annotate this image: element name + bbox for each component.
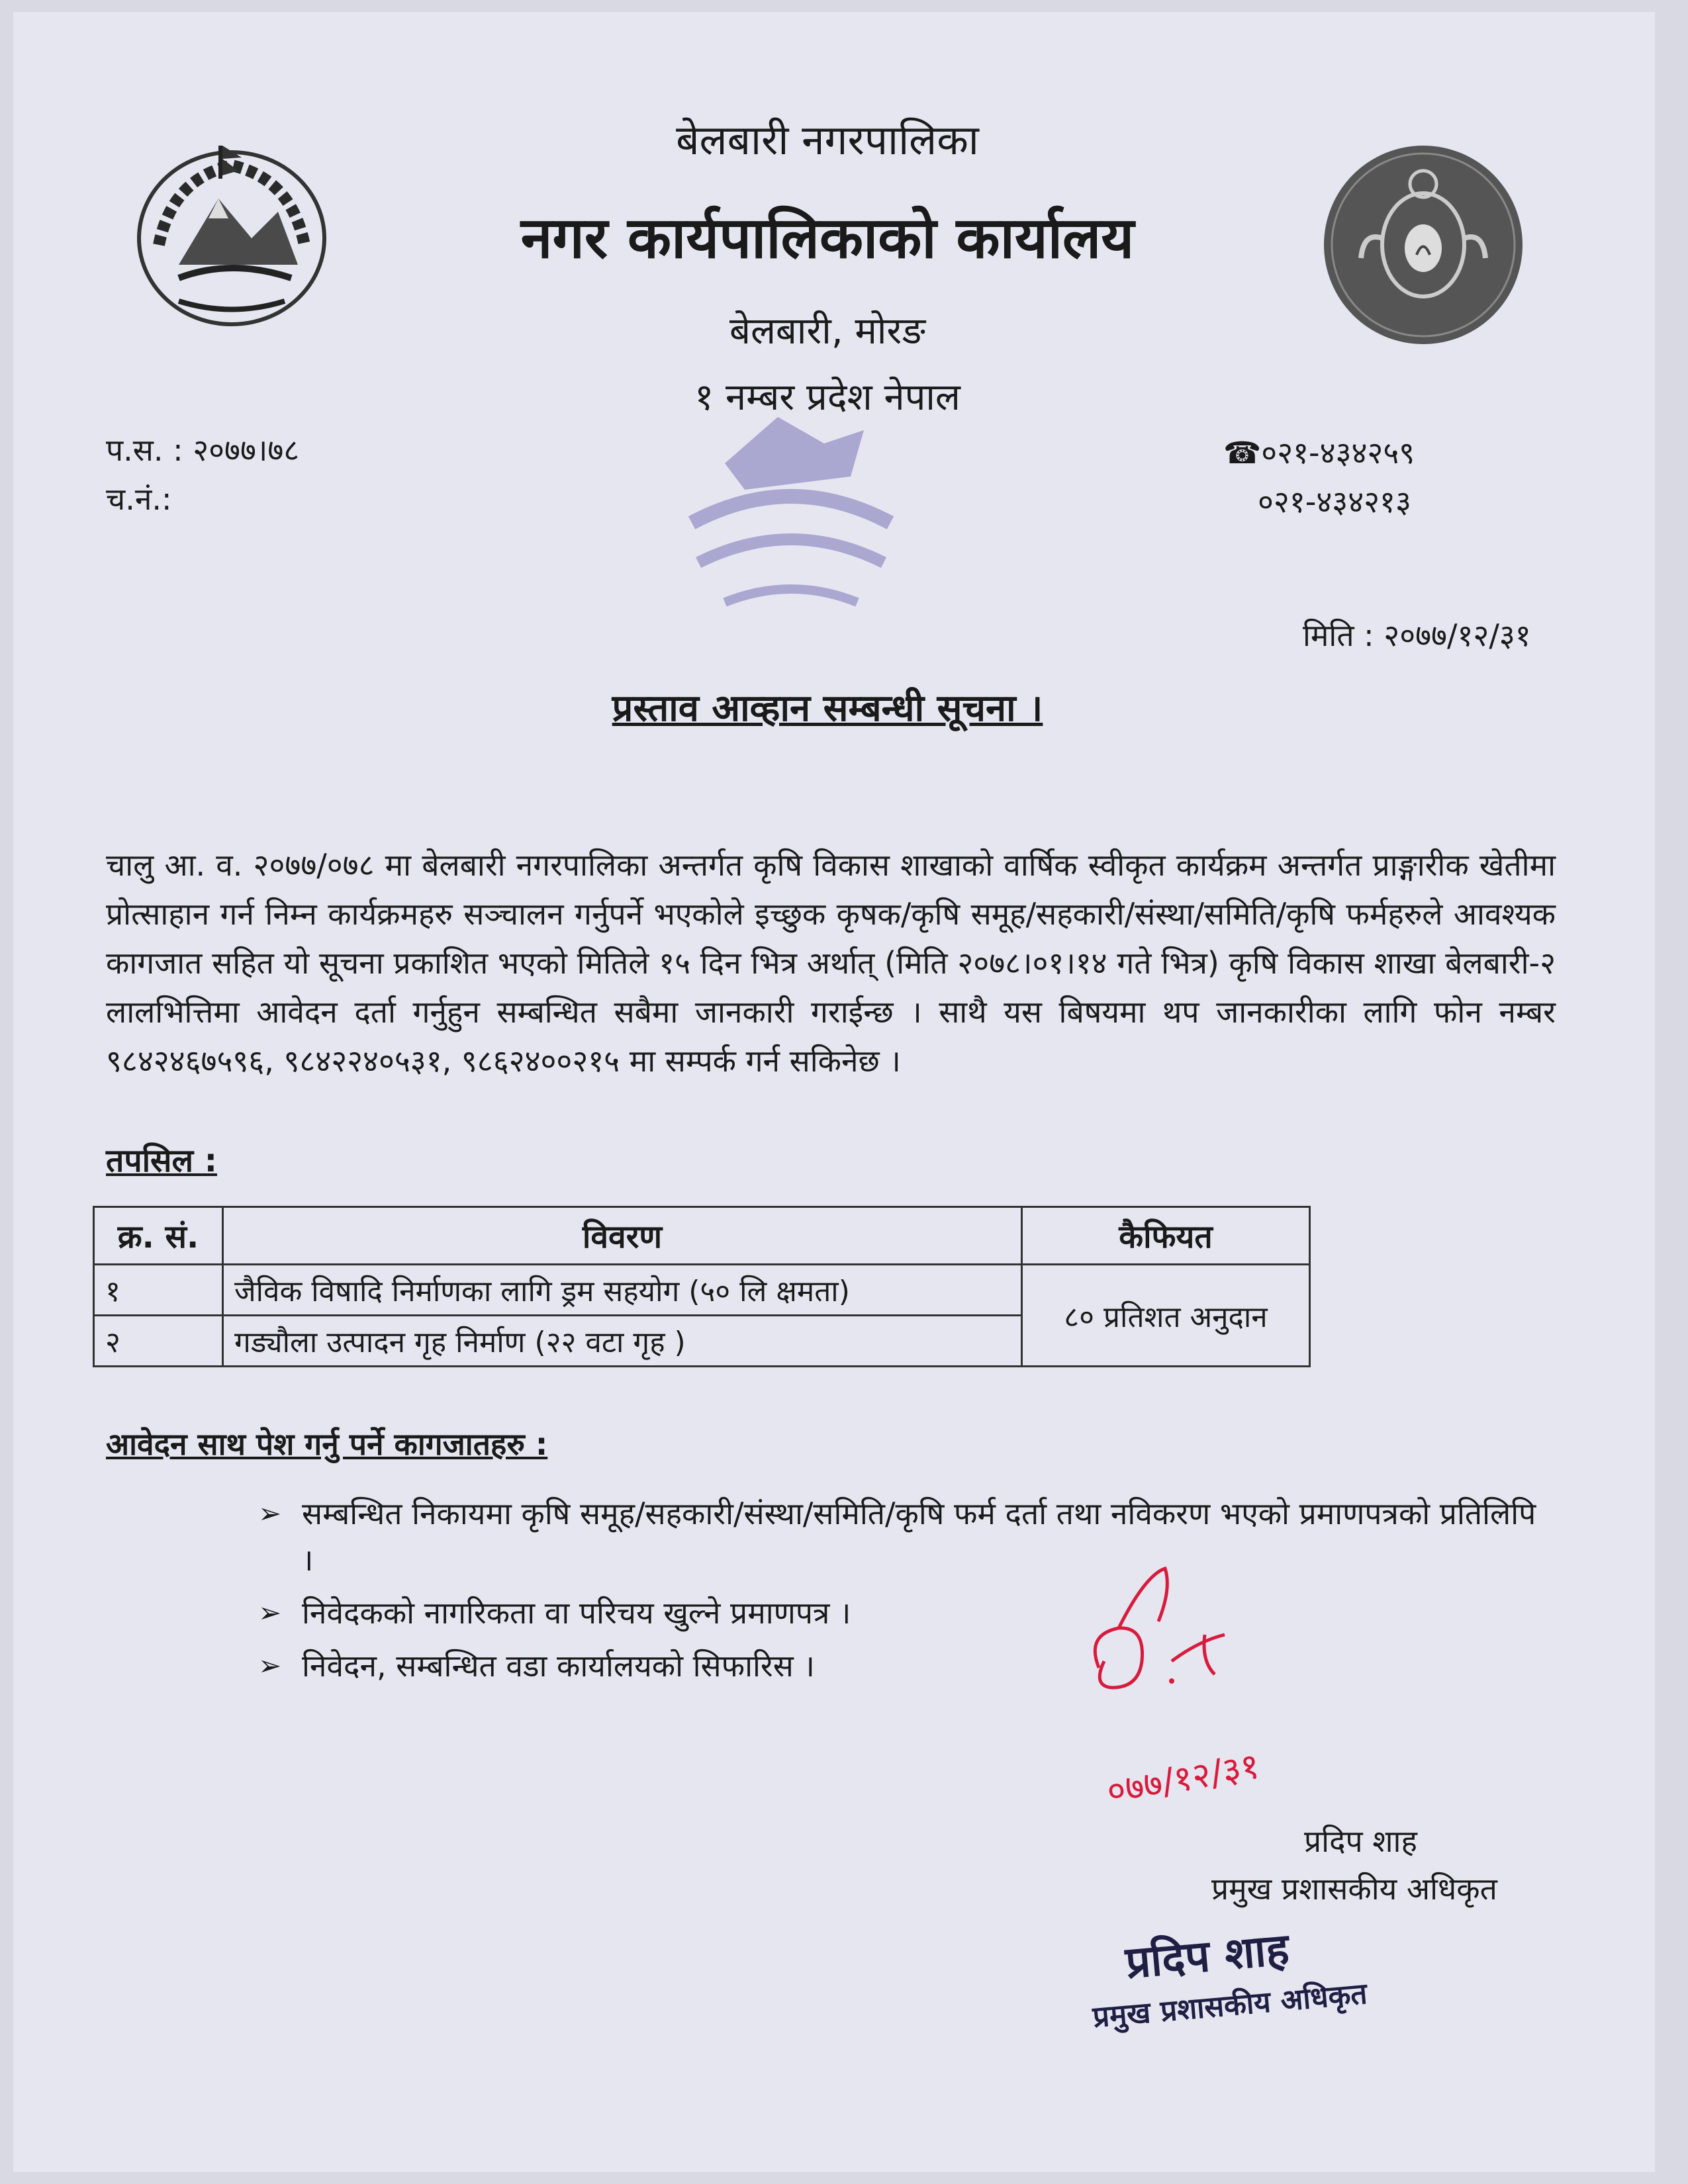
signatory-title: प्रमुख प्रशासकीय अधिकृत [1211,1871,1497,1907]
notice-subject: प्रस्ताव आव्हान सम्बन्धी सूचना । [612,687,1043,730]
list-item-text: सम्बन्धित निकायमा कृषि समूह/सहकारी/संस्था/समिति/कृषि फर्म दर्ता तथा नविकरण भएको प्रमाणपत्रको प्रतिलिपि । [302,1496,1536,1578]
list-item-text: निवेदकको नागरिकता वा परिचय खुल्ने प्रमाणपत्र । [302,1595,851,1631]
list-item [258,1643,1542,1689]
list-item [258,1590,1542,1636]
arrow-bullet-icon: ➢ [258,1497,282,1529]
documents-list [258,1490,1542,1696]
municipality-name: बेलबारी नगरपालिका [676,116,979,164]
dispatch-number: च.नं.: [106,481,172,517]
arrow-bullet-icon: ➢ [258,1649,282,1682]
nepal-emblem-icon [119,126,344,338]
table-header-row [94,1207,1310,1265]
office-location: बेलबारी, मोरङ [729,310,925,353]
table-section-label: तपसिल : [106,1142,217,1179]
notice-body: चालु आ. व. २०७७/०७८ मा बेलबारी नगरपालिका अन्तर्गत कृषि विकास शाखाको वार्षिक स्वीकृत कार्यक्रम अन्तर्गत प्राङ्गारीक खेतीमा प्रोत्साहान गर्न निम्न कार्यक्रमहरु सञ्चालन गर्नुपर्ने भएकोले इच्छुक कृषक/कृषि समूह/सहकारी/संस्था/समिति/कृषि फर्महरुले आवश्यक कागजात सहित यो सूचना प्रकाशित भएको मितिले १५ दिन भित्र अर्थात् (मिति २०७८।०१।१४ गते भित्र) कृषि विकास शाखा बेलबारी-२ लालभित्तिमा आवेदन दर्ता गर्नुहुन सम्बन्धित सबैमा जानकारी गराईन्छ । साथै यस बिषयमा थप जानकारीका लागि फोन नम्बर ९८४२४६७५९६, ९८४२२४०५३१, ९८६२४००२१५ मा सम्पर्क गर्न सकिनेछ । [106,847,1556,1079]
program-table [93,1206,1311,1367]
list-item [258,1490,1542,1583]
header-description: विवरण [223,1207,1022,1265]
handwritten-date: ०७७/१२/३१ [1103,1745,1263,1813]
office-seal-icon [652,390,930,642]
row-sn: २ [94,1316,223,1367]
row-remark: ८० प्रतिशत अनुदान [1022,1265,1310,1367]
province-name: १ नम्बर प्रदेश नेपाल [694,376,961,419]
list-item-text: निवेदन, सम्बन्धित वडा कार्यालयको सिफारिस । [302,1648,815,1684]
municipality-logo-icon [1311,139,1536,351]
header-remark: कैफियत [1022,1207,1310,1265]
arrow-bullet-icon: ➢ [258,1596,282,1629]
notice-date: मिति : २०७७/१२/३१ [1303,617,1531,653]
signatory-name: प्रदिप शाह [1304,1823,1417,1859]
row-sn: १ [94,1265,223,1316]
row-description: गड्यौला उत्पादन गृह निर्माण (२२ वटा गृह ) [223,1316,1022,1367]
row-description: जैविक विषादि निर्माणका लागि ड्रम सहयोग (५० लि क्षमता) [223,1265,1022,1316]
documents-heading: आवेदन साथ पेश गर्नु पर्ने कागजातहरु : [106,1426,548,1462]
reference-number: प.स. : २०७७।७८ [106,432,300,468]
header-sn: क्र. सं. [94,1207,223,1265]
signature-stamp-name: प्रदिप शाह [1123,1923,1291,1989]
office-name: नगर कार्यपालिकाको कार्यालय [520,205,1135,271]
phone-number-2: ०२१-४३४२१३ [1258,484,1411,520]
table-row [94,1265,1310,1316]
phone-number-1: ☎०२१-४३४२५९ [1223,435,1415,471]
signature-stamp-title: प्रमुख प्रशासकीय अधिकृत [1091,1976,1369,2035]
